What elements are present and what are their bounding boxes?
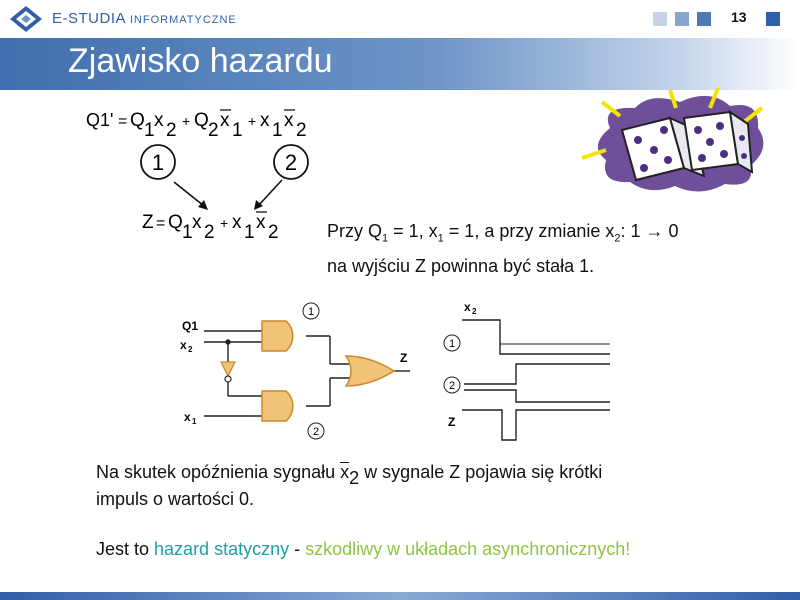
formula-lhs: Z (142, 212, 154, 233)
formula-sub: 1 (272, 120, 283, 141)
explanation-paragraph (96, 458, 602, 513)
waveform-marker-label: 2 (448, 380, 456, 392)
conclusion-paragraph: Jest to hazard statyczny - szkodliwy w układach asynchronicznych! (96, 539, 631, 559)
formula-z-svg (140, 206, 300, 246)
nav-square (697, 12, 711, 26)
waveform-x2 (462, 320, 610, 354)
nav-square (653, 12, 667, 26)
footer-bar (0, 592, 800, 600)
output-label: Z (400, 351, 408, 365)
header-bar (0, 0, 800, 38)
formula-z (140, 206, 300, 246)
formula-sub: 1 (144, 120, 155, 141)
waveform-marker-label: 1 (448, 338, 456, 350)
description-line-1: Przy $Q_1 = 1$, $x_1 = 1$, a przy zmianie $x_2$: 1 → 0 (327, 221, 679, 245)
formula-eq: = (156, 215, 166, 232)
formula-q1 (84, 104, 324, 144)
not-gate-bubble (225, 376, 231, 382)
input-label-sub: 1 (192, 417, 197, 426)
dice-icon (580, 88, 776, 200)
formula-plus: + (220, 215, 229, 231)
formula-var: Q (194, 110, 209, 131)
input-label: x (184, 410, 191, 424)
formula-sub: 1 (182, 222, 193, 243)
input-label-sub: 2 (188, 345, 193, 354)
formula-sub: 1 (244, 222, 255, 243)
arrow (258, 180, 282, 206)
formula-var: x (260, 110, 270, 131)
formula-plus: + (182, 113, 191, 129)
input-label: x (180, 338, 187, 352)
waveform-label: x (464, 300, 471, 314)
explanation-line-1: Na skutek opóźnienia sygnału x2 w sygnale Z pojawia się krótki (96, 462, 603, 488)
formula-var: x (192, 212, 202, 233)
page-number: 13 (731, 9, 747, 25)
formula-sub: 1 (232, 120, 243, 141)
formula-var: x (154, 110, 164, 131)
gate-marker-label: 2 (312, 426, 320, 438)
term-circle-label: 2 (284, 150, 298, 175)
formula-sub: 2 (166, 120, 177, 141)
formula-var: x (220, 110, 230, 131)
explanation-line-2: impuls o wartości 0. (96, 489, 255, 509)
not-gate (221, 362, 235, 376)
highlight-async: szkodliwy w układach asynchronicznych! (305, 539, 631, 559)
waveform-1 (464, 364, 610, 384)
and-gate (262, 391, 293, 421)
nav-square (766, 12, 780, 26)
or-gate (346, 356, 394, 386)
formula-lhs: Q1' (86, 110, 114, 130)
logo-icon (6, 4, 46, 34)
timing-diagram (438, 296, 618, 446)
formula-var: Q (130, 110, 145, 131)
formula-sub: 2 (296, 120, 307, 141)
waveform-label: Z (448, 415, 456, 429)
brand-name: E-STUDIA INFORMATYCZNE (52, 10, 237, 27)
input-label: Q1 (182, 319, 199, 333)
waveform-z (462, 410, 610, 440)
term-circle-label: 1 (151, 150, 165, 175)
formula-var: x (232, 212, 242, 233)
nav-square (675, 12, 689, 26)
formula-sub: 2 (208, 120, 219, 141)
logic-circuit (170, 296, 420, 446)
formula-sub: 2 (268, 222, 279, 243)
slide-title: Zjawisko hazardu (68, 42, 333, 80)
waveform-2 (464, 390, 610, 402)
formula-var: x (256, 212, 266, 233)
formula-plus: + (248, 113, 257, 129)
formula-q1-svg (84, 104, 324, 144)
highlight-static-hazard: hazard statyczny (154, 539, 290, 559)
formula-var: Q (168, 212, 183, 233)
description-line-2: na wyjściu Z powinna być stała 1. (327, 255, 595, 276)
formula-var: x (284, 110, 294, 131)
formula-sub: 2 (204, 222, 215, 243)
arrow (174, 182, 204, 206)
hazard-description (327, 218, 679, 280)
and-gate (262, 321, 293, 351)
gate-marker-label: 1 (307, 306, 315, 318)
formula-eq: = (118, 113, 128, 130)
waveform-label-sub: 2 (472, 307, 477, 316)
